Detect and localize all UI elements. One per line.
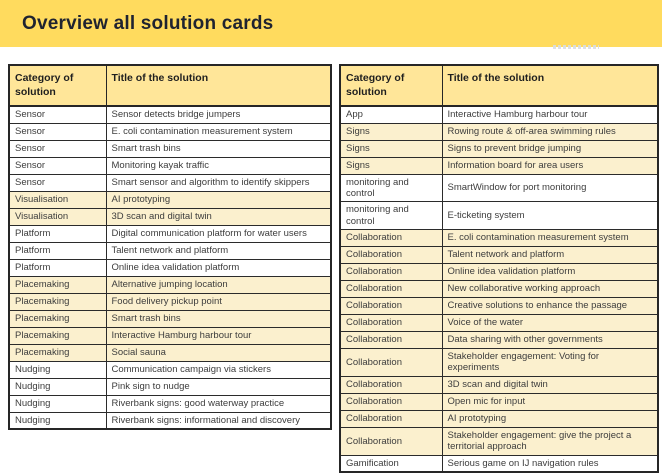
- title-cell: Communication campaign via stickers: [106, 361, 331, 378]
- table-row: [9, 361, 331, 378]
- category-cell: monitoring and control: [340, 202, 442, 230]
- solution-table-right: [339, 64, 659, 473]
- category-cell: Collaboration: [340, 281, 442, 298]
- title-cell: Pink sign to nudge: [106, 378, 331, 395]
- title-cell: Open mic for input: [442, 393, 658, 410]
- table-row: [340, 264, 658, 281]
- category-cell: Placemaking: [9, 310, 106, 327]
- table-header-row: [340, 65, 658, 106]
- table-row: [340, 230, 658, 247]
- title-cell: Creative solutions to enhance the passage: [442, 298, 658, 315]
- column-header-title: Title of the solution: [442, 65, 658, 106]
- title-cell: Rowing route & off-area swimming rules: [442, 123, 658, 140]
- title-cell: Voice of the water: [442, 315, 658, 332]
- category-cell: Nudging: [9, 361, 106, 378]
- table-row: [340, 349, 658, 377]
- category-cell: Sensor: [9, 174, 106, 191]
- table-row: [9, 276, 331, 293]
- category-cell: Signs: [340, 157, 442, 174]
- title-cell: Riverbank signs: informational and discovery: [106, 412, 331, 429]
- table-row: [9, 106, 331, 123]
- category-cell: Collaboration: [340, 376, 442, 393]
- column-header-title: Title of the solution: [106, 65, 331, 106]
- table-row: [340, 123, 658, 140]
- title-cell: E. coli contamination measurement system: [106, 123, 331, 140]
- table-row: [340, 106, 658, 123]
- column-header-category: Category of solution: [340, 65, 442, 106]
- category-cell: Collaboration: [340, 349, 442, 377]
- header-banner: [0, 0, 662, 47]
- title-cell: Alternative jumping location: [106, 276, 331, 293]
- table-row: [9, 344, 331, 361]
- category-cell: Nudging: [9, 395, 106, 412]
- column-header-category: Category of solution: [9, 65, 106, 106]
- category-cell: Collaboration: [340, 230, 442, 247]
- table-row: [9, 174, 331, 191]
- page-title: Overview all solution cards: [22, 12, 274, 34]
- category-cell: App: [340, 106, 442, 123]
- table-row: [340, 247, 658, 264]
- category-cell: Signs: [340, 123, 442, 140]
- category-cell: Collaboration: [340, 247, 442, 264]
- table-row: [340, 202, 658, 230]
- category-cell: Sensor: [9, 140, 106, 157]
- table-row: [9, 225, 331, 242]
- title-cell: Food delivery pickup point: [106, 293, 331, 310]
- solution-table-left: [8, 64, 332, 430]
- table-row: [9, 157, 331, 174]
- title-cell: 3D scan and digital twin: [106, 208, 331, 225]
- category-cell: Nudging: [9, 412, 106, 429]
- title-cell: Data sharing with other governments: [442, 332, 658, 349]
- title-cell: Interactive Hamburg harbour tour: [106, 327, 331, 344]
- title-cell: Stakeholder engagement: give the project a territorial approach: [442, 427, 658, 455]
- table-row: [340, 410, 658, 427]
- title-cell: Interactive Hamburg harbour tour: [442, 106, 658, 123]
- title-cell: Smart sensor and algorithm to identify skippers: [106, 174, 331, 191]
- title-cell: AI prototyping: [442, 410, 658, 427]
- table-row: [9, 191, 331, 208]
- category-cell: Signs: [340, 140, 442, 157]
- category-cell: Collaboration: [340, 264, 442, 281]
- category-cell: Collaboration: [340, 410, 442, 427]
- table-row: [340, 140, 658, 157]
- table-row: [9, 395, 331, 412]
- title-cell: Riverbank signs: good waterway practice: [106, 395, 331, 412]
- category-cell: Collaboration: [340, 332, 442, 349]
- category-cell: Visualisation: [9, 191, 106, 208]
- title-cell: Smart trash bins: [106, 140, 331, 157]
- title-cell: SmartWindow for port monitoring: [442, 174, 658, 202]
- category-cell: Nudging: [9, 378, 106, 395]
- table-row: [340, 174, 658, 202]
- title-cell: Social sauna: [106, 344, 331, 361]
- category-cell: monitoring and control: [340, 174, 442, 202]
- category-cell: Placemaking: [9, 276, 106, 293]
- table-row: [340, 281, 658, 298]
- category-cell: Sensor: [9, 106, 106, 123]
- table-row: [340, 455, 658, 472]
- table-row: [9, 378, 331, 395]
- table-row: [9, 123, 331, 140]
- title-cell: AI prototyping: [106, 191, 331, 208]
- category-cell: Platform: [9, 242, 106, 259]
- table-row: [9, 208, 331, 225]
- category-cell: Sensor: [9, 157, 106, 174]
- table-row: [340, 315, 658, 332]
- table-row: [340, 427, 658, 455]
- title-cell: Serious game on IJ navigation rules: [442, 455, 658, 472]
- title-cell: New collaborative working approach: [442, 281, 658, 298]
- table-row: [9, 293, 331, 310]
- category-cell: Placemaking: [9, 344, 106, 361]
- category-cell: Visualisation: [9, 208, 106, 225]
- category-cell: Sensor: [9, 123, 106, 140]
- title-cell: Online idea validation platform: [106, 259, 331, 276]
- title-cell: Sensor detects bridge jumpers: [106, 106, 331, 123]
- title-cell: E-ticketing system: [442, 202, 658, 230]
- category-cell: Collaboration: [340, 298, 442, 315]
- title-cell: Digital communication platform for water users: [106, 225, 331, 242]
- title-cell: Stakeholder engagement: Voting for experiments: [442, 349, 658, 377]
- title-cell: Smart trash bins: [106, 310, 331, 327]
- table-row: [340, 298, 658, 315]
- table-row: [340, 157, 658, 174]
- table-row: [9, 327, 331, 344]
- title-cell: Talent network and platform: [442, 247, 658, 264]
- title-cell: Monitoring kayak traffic: [106, 157, 331, 174]
- title-cell: E. coli contamination measurement system: [442, 230, 658, 247]
- table-row: [9, 242, 331, 259]
- table-row: [340, 393, 658, 410]
- title-cell: Information board for area users: [442, 157, 658, 174]
- faint-watermark: [553, 45, 599, 49]
- table-row: [9, 310, 331, 327]
- category-cell: Placemaking: [9, 327, 106, 344]
- category-cell: Placemaking: [9, 293, 106, 310]
- title-cell: 3D scan and digital twin: [442, 376, 658, 393]
- table-row: [9, 140, 331, 157]
- title-cell: Talent network and platform: [106, 242, 331, 259]
- category-cell: Collaboration: [340, 427, 442, 455]
- table-row: [340, 332, 658, 349]
- category-cell: Collaboration: [340, 393, 442, 410]
- category-cell: Gamification: [340, 455, 442, 472]
- table-row: [340, 376, 658, 393]
- table-row: [9, 412, 331, 429]
- title-cell: Signs to prevent bridge jumping: [442, 140, 658, 157]
- category-cell: Platform: [9, 225, 106, 242]
- table-row: [9, 259, 331, 276]
- category-cell: Platform: [9, 259, 106, 276]
- table-header-row: [9, 65, 331, 106]
- title-cell: Online idea validation platform: [442, 264, 658, 281]
- category-cell: Collaboration: [340, 315, 442, 332]
